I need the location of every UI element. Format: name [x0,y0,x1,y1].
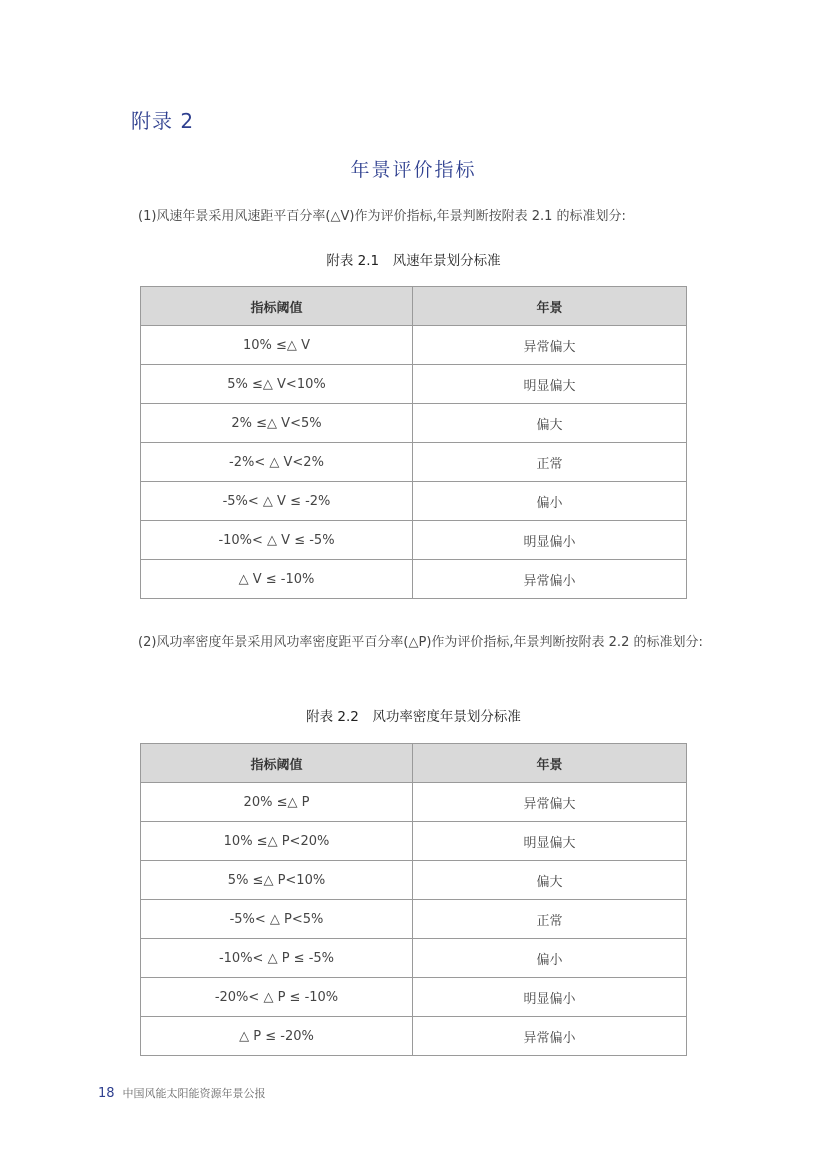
threshold-cell: 5% ≤△ P<10% [141,861,413,900]
table-row [141,861,687,900]
category-cell: 异常偏小 [413,560,687,599]
threshold-cell: -2%< △ V<2% [141,443,413,482]
threshold-cell: 10% ≤△ P<20% [141,822,413,861]
category-cell: 偏小 [413,939,687,978]
table-row [141,443,687,482]
header-threshold: 指标阈值 [141,287,413,326]
threshold-cell: 20% ≤△ P [141,783,413,822]
threshold-cell: -5%< △ P<5% [141,900,413,939]
threshold-cell: -20%< △ P ≤ -10% [141,978,413,1017]
header-category: 年景 [413,287,687,326]
table-row [141,978,687,1017]
publication-title: 中国风能太阳能资源年景公报 [122,1087,266,1100]
threshold-cell: 2% ≤△ V<5% [141,404,413,443]
table-header-row [141,744,687,783]
category-cell: 明显偏大 [413,365,687,404]
category-cell: 异常偏大 [413,326,687,365]
appendix-label: 附录 2 [131,109,195,133]
category-cell: 正常 [413,443,687,482]
table-row [141,939,687,978]
table1-caption: 附表 2.1 风速年景划分标准 [326,253,501,269]
threshold-cell: -5%< △ V ≤ -2% [141,482,413,521]
paragraph-wind-power-density: (2)风功率密度年景采用风功率密度距平百分率(△P)作为评价指标,年景判断按附表 2.2 的标准划分: [138,635,703,650]
table-row [141,404,687,443]
table-row [141,521,687,560]
category-cell: 明显偏大 [413,822,687,861]
table-row [141,326,687,365]
table-row [141,365,687,404]
page-title: 年景评价指标 [350,159,477,181]
category-cell: 明显偏小 [413,521,687,560]
wind-speed-standard-table [140,286,687,599]
table-header-row [141,287,687,326]
category-cell: 偏大 [413,861,687,900]
threshold-cell: △ V ≤ -10% [141,560,413,599]
table-row [141,822,687,861]
category-cell: 异常偏大 [413,783,687,822]
threshold-cell: △ P ≤ -20% [141,1017,413,1056]
header-category: 年景 [413,744,687,783]
threshold-cell: -10%< △ P ≤ -5% [141,939,413,978]
page-number: 18 [98,1086,115,1101]
category-cell: 异常偏小 [413,1017,687,1056]
threshold-cell: 5% ≤△ V<10% [141,365,413,404]
threshold-cell: 10% ≤△ V [141,326,413,365]
header-threshold: 指标阈值 [141,744,413,783]
paragraph-wind-speed: (1)风速年景采用风速距平百分率(△V)作为评价指标,年景判断按附表 2.1 的标准划分: [138,209,626,224]
table-row [141,560,687,599]
page-footer [98,1085,266,1101]
table2-caption: 附表 2.2 风功率密度年景划分标准 [306,709,521,725]
table-row [141,482,687,521]
category-cell: 明显偏小 [413,978,687,1017]
category-cell: 偏大 [413,404,687,443]
wind-power-density-standard-table [140,743,687,1056]
table-row [141,1017,687,1056]
category-cell: 偏小 [413,482,687,521]
category-cell: 正常 [413,900,687,939]
table-row [141,783,687,822]
table-row [141,900,687,939]
threshold-cell: -10%< △ V ≤ -5% [141,521,413,560]
